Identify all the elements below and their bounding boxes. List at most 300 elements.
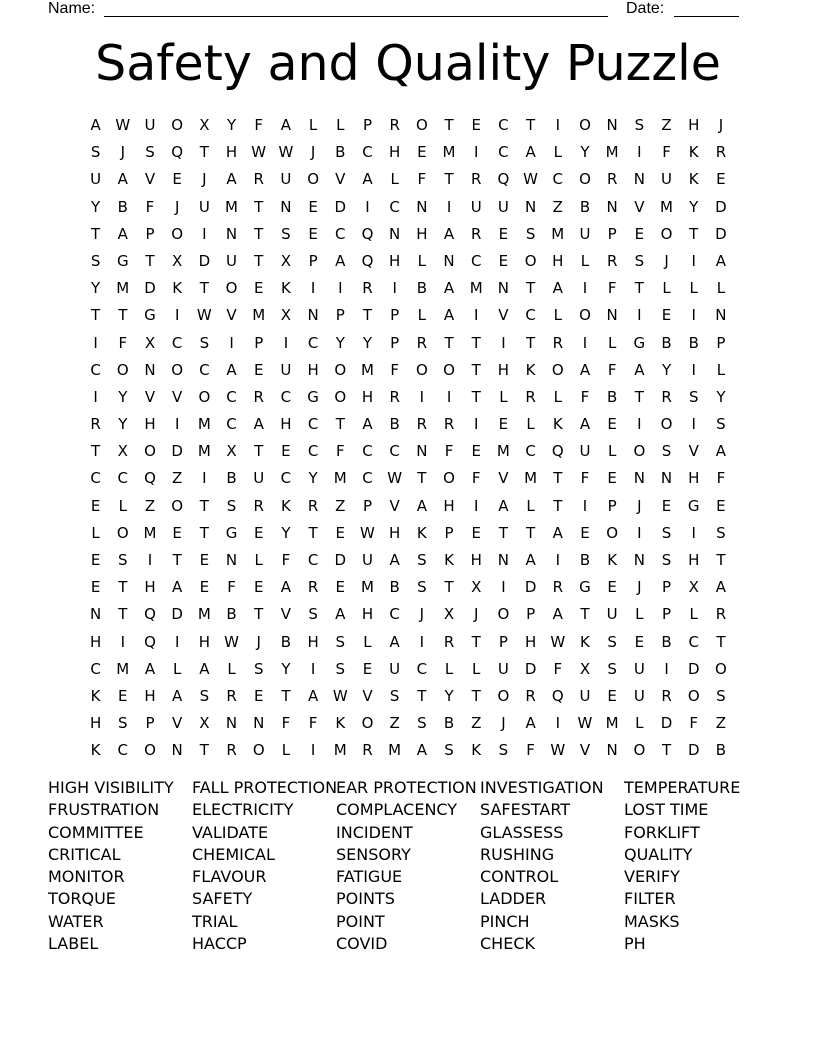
grid-cell: O: [579, 306, 591, 325]
word-row: [48, 822, 768, 844]
grid-cell: Z: [552, 197, 563, 216]
grid-cell: D: [660, 714, 673, 733]
grid-cell: K: [90, 741, 101, 760]
grid-row: [82, 656, 735, 683]
grid-cell: O: [579, 170, 591, 189]
grid-cell: A: [416, 496, 427, 515]
grid-cell: M: [225, 197, 238, 216]
grid-cell: I: [664, 659, 669, 678]
grid-cell: C: [335, 224, 346, 243]
grid-cell: J: [256, 632, 261, 651]
grid-cell: H: [524, 632, 537, 651]
grid-cell: N: [633, 551, 645, 569]
grid-cell: Z: [715, 714, 727, 733]
grid-cell: P: [362, 116, 372, 134]
grid-cell: T: [199, 143, 209, 162]
grid-cell: L: [607, 333, 617, 352]
grid-cell: I: [637, 415, 642, 434]
grid-cell: F: [390, 360, 399, 379]
grid-cell: N: [171, 741, 183, 760]
grid-cell: I: [202, 469, 207, 488]
grid-cell: Q: [551, 686, 564, 705]
grid-cell: D: [715, 197, 727, 216]
grid-cell: R: [715, 605, 727, 624]
grid-cell: L: [308, 116, 318, 134]
word-row: [48, 888, 768, 910]
grid-cell: J: [637, 496, 642, 515]
grid-cell: S: [389, 686, 400, 705]
grid-cell: T: [471, 387, 481, 406]
word-item: CRITICAL: [48, 844, 121, 864]
grid-cell: A: [525, 714, 536, 733]
grid-cell: B: [661, 632, 672, 651]
grid-cell: C: [688, 632, 699, 651]
grid-cell: O: [171, 224, 184, 243]
grid-cell: S: [716, 686, 726, 705]
grid-cell: E: [172, 523, 182, 542]
grid-cell: L: [281, 741, 291, 760]
grid-cell: A: [172, 578, 183, 597]
grid-cell: T: [199, 279, 209, 298]
grid-cell: Z: [144, 496, 156, 515]
grid-cell: K: [335, 714, 346, 733]
word-item: FORKLIFT: [624, 822, 700, 842]
grid-cell: C: [171, 333, 183, 352]
grid-cell: V: [280, 605, 292, 624]
grid-cell: R: [715, 143, 727, 162]
grid-cell: D: [144, 279, 156, 298]
grid-cell: W: [196, 306, 212, 325]
grid-cell: H: [307, 360, 319, 379]
grid-cell: Y: [91, 279, 101, 298]
word-item: POINT: [336, 911, 385, 931]
grid-cell: L: [417, 251, 427, 270]
grid-cell: O: [443, 469, 455, 488]
grid-cell: K: [607, 551, 618, 569]
grid-cell: V: [144, 170, 156, 189]
grid-cell: A: [552, 605, 563, 624]
grid-cell: O: [307, 170, 319, 189]
grid-cell: L: [227, 659, 236, 678]
grid-cell: A: [199, 659, 210, 678]
grid-cell: T: [471, 632, 481, 651]
grid-cell: I: [174, 632, 180, 651]
grid-cell: E: [172, 170, 182, 189]
grid-cell: E: [634, 224, 645, 243]
grid-cell: C: [389, 605, 400, 624]
grid-cell: R: [552, 333, 563, 352]
grid-cell: S: [688, 387, 699, 406]
grid-cell: Y: [716, 387, 726, 406]
grid-cell: Y: [91, 197, 101, 216]
grid-cell: H: [416, 224, 428, 243]
grid-cell: T: [526, 116, 536, 134]
grid-row: [82, 710, 735, 737]
grid-cell: I: [691, 360, 696, 379]
grid-cell: R: [525, 686, 536, 705]
grid-cell: Q: [144, 632, 156, 651]
grid-cell: Q: [361, 251, 374, 270]
grid-cell: Y: [661, 360, 672, 379]
grid-cell: W: [332, 686, 348, 705]
grid-cell: W: [278, 143, 294, 162]
grid-cell: C: [117, 741, 129, 760]
grid-cell: U: [661, 170, 673, 189]
grid-cell: O: [415, 360, 428, 379]
grid-cell: K: [280, 279, 291, 298]
word-item: INCIDENT: [336, 822, 413, 842]
grid-cell: R: [253, 387, 264, 406]
grid-cell: A: [715, 442, 727, 461]
grid-cell: T: [444, 170, 454, 189]
grid-cell: Z: [172, 469, 183, 488]
grid-cell: I: [691, 251, 696, 270]
grid-cell: X: [199, 714, 210, 733]
grid-cell: N: [307, 306, 319, 325]
grid-cell: Z: [471, 714, 482, 733]
grid-cell: N: [389, 224, 401, 243]
grid-cell: P: [254, 333, 264, 352]
grid-cell: X: [280, 306, 292, 325]
grid-cell: R: [443, 632, 455, 651]
grid-row: [82, 547, 735, 574]
grid-cell: N: [633, 469, 645, 488]
grid-row: [82, 384, 735, 411]
grid-cell: L: [580, 251, 590, 270]
grid-cell: P: [390, 306, 400, 325]
grid-cell: F: [607, 279, 617, 298]
grid-cell: C: [117, 469, 129, 488]
grid-cell: A: [525, 143, 536, 162]
grid-cell: B: [389, 415, 400, 434]
grid-cell: M: [660, 197, 673, 216]
grid-cell: H: [688, 551, 700, 569]
grid-cell: T: [118, 578, 128, 597]
letter-grid: [82, 112, 735, 765]
grid-cell: H: [89, 714, 102, 733]
grid-cell: U: [144, 116, 156, 134]
grid-cell: B: [226, 605, 237, 624]
grid-cell: H: [307, 632, 319, 651]
grid-cell: U: [198, 197, 210, 216]
grid-cell: A: [335, 251, 346, 270]
grid-cell: L: [390, 170, 399, 189]
grid-cell: U: [90, 170, 102, 189]
grid-cell: E: [716, 496, 726, 515]
grid-cell: M: [360, 360, 374, 379]
grid-cell: E: [90, 578, 101, 597]
grid-cell: T: [526, 279, 536, 298]
grid-cell: I: [202, 224, 207, 243]
grid-cell: O: [225, 279, 238, 298]
grid-cell: L: [635, 714, 644, 733]
grid-cell: M: [333, 741, 347, 760]
grid-cell: S: [335, 659, 346, 678]
grid-cell: T: [118, 306, 128, 325]
word-item: INVESTIGATION: [480, 778, 604, 797]
grid-cell: F: [471, 469, 481, 488]
name-line: [104, 16, 608, 17]
grid-cell: E: [471, 442, 481, 461]
grid-row: [82, 275, 735, 302]
grid-cell: M: [197, 605, 211, 624]
grid-cell: W: [550, 632, 566, 651]
grid-cell: X: [144, 333, 156, 352]
grid-cell: J: [637, 578, 642, 597]
grid-cell: P: [362, 496, 372, 515]
grid-cell: I: [338, 279, 343, 298]
grid-cell: R: [307, 578, 319, 597]
grid-cell: R: [471, 170, 482, 189]
grid-cell: P: [145, 224, 155, 243]
grid-cell: K: [416, 523, 427, 542]
grid-cell: W: [387, 469, 403, 488]
grid-cell: I: [446, 387, 452, 406]
grid-cell: L: [118, 496, 127, 515]
grid-cell: B: [117, 197, 128, 216]
grid-cell: Y: [362, 333, 373, 352]
grid-cell: M: [551, 224, 565, 243]
grid-cell: L: [716, 360, 726, 379]
word-list: [48, 777, 768, 955]
word-item: SENSORY: [336, 844, 411, 864]
grid-cell: Z: [661, 116, 672, 134]
grid-cell: S: [417, 551, 427, 569]
grid-cell: L: [336, 116, 345, 134]
grid-cell: M: [197, 415, 211, 434]
grid-cell: R: [552, 578, 563, 597]
grid-cell: T: [199, 523, 209, 542]
grid-cell: B: [226, 469, 237, 488]
grid-cell: L: [172, 659, 182, 678]
grid-cell: L: [662, 279, 671, 298]
grid-cell: A: [253, 415, 264, 434]
grid-cell: B: [443, 714, 455, 733]
grid-cell: V: [498, 469, 509, 488]
grid-cell: F: [227, 578, 236, 597]
grid-cell: H: [89, 632, 102, 651]
word-item: QUALITY: [624, 844, 693, 864]
grid-cell: C: [280, 469, 292, 488]
grid-cell: X: [471, 578, 482, 597]
grid-cell: R: [226, 686, 237, 705]
grid-cell: E: [607, 415, 617, 434]
grid-cell: X: [199, 116, 210, 134]
grid-cell: G: [116, 251, 129, 270]
grid-cell: M: [360, 578, 374, 597]
grid-cell: A: [90, 116, 101, 134]
grid-cell: L: [526, 415, 535, 434]
grid-cell: H: [688, 116, 700, 134]
grid-cell: Y: [281, 523, 291, 542]
grid-cell: K: [552, 415, 563, 434]
grid-cell: O: [415, 116, 428, 134]
grid-cell: F: [444, 442, 454, 461]
grid-cell: Y: [444, 686, 454, 705]
grid-cell: O: [633, 741, 646, 760]
grid-cell: U: [280, 170, 292, 189]
grid-cell: W: [550, 741, 566, 760]
grid-cell: S: [444, 741, 454, 760]
grid-cell: R: [362, 741, 373, 760]
grid-cell: L: [607, 442, 617, 461]
word-item: HACCP: [192, 934, 247, 954]
grid-cell: E: [335, 578, 346, 597]
grid-cell: S: [335, 632, 346, 651]
grid-cell: J: [501, 714, 506, 733]
grid-cell: S: [634, 116, 645, 134]
grid-cell: N: [89, 605, 102, 624]
grid-cell: K: [580, 632, 590, 651]
grid-cell: B: [579, 551, 591, 569]
grid-cell: E: [90, 496, 101, 515]
grid-cell: V: [498, 306, 509, 325]
grid-cell: O: [443, 360, 455, 379]
grid-cell: C: [389, 197, 400, 216]
grid-cell: E: [253, 279, 264, 298]
grid-cell: I: [474, 415, 479, 434]
grid-cell: I: [474, 306, 479, 325]
grid-cell: F: [689, 714, 699, 733]
grid-cell: E: [661, 496, 672, 515]
grid-cell: L: [689, 605, 698, 624]
grid-cell: I: [93, 333, 98, 352]
grid-cell: C: [90, 360, 101, 379]
grid-cell: O: [579, 116, 591, 134]
grid-cell: W: [115, 116, 131, 134]
grid-cell: S: [607, 632, 617, 651]
grid-cell: J: [474, 605, 479, 624]
grid-cell: O: [334, 387, 347, 406]
word-item: PINCH: [480, 911, 530, 931]
grid-cell: O: [633, 442, 646, 461]
grid-cell: U: [361, 551, 373, 569]
grid-cell: R: [253, 170, 264, 189]
grid-cell: N: [606, 741, 618, 760]
grid-cell: Z: [389, 714, 400, 733]
word-item: FALL PROTECTION: [192, 778, 338, 797]
grid-cell: M: [524, 469, 538, 488]
grid-cell: Y: [580, 143, 590, 162]
grid-cell: W: [224, 632, 239, 651]
grid-cell: Q: [144, 605, 156, 624]
name-label: Name:: [48, 0, 96, 17]
grid-cell: T: [199, 496, 209, 515]
grid-cell: Y: [118, 387, 128, 406]
grid-cell: R: [525, 387, 536, 406]
grid-cell: H: [144, 415, 156, 434]
grid-cell: W: [360, 523, 375, 542]
grid-cell: C: [389, 442, 400, 461]
grid-cell: C: [307, 415, 319, 434]
grid-cell: E: [335, 523, 346, 542]
grid-cell: U: [579, 224, 591, 243]
word-item: MASKS: [624, 911, 680, 931]
grid-cell: T: [118, 605, 128, 624]
grid-cell: S: [607, 659, 617, 678]
grid-cell: F: [281, 551, 291, 569]
grid-row: [82, 194, 735, 221]
grid-cell: K: [90, 686, 101, 705]
grid-cell: E: [498, 251, 509, 270]
word-row: [48, 933, 768, 955]
grid-cell: R: [307, 496, 319, 515]
grid-cell: F: [553, 659, 563, 678]
grid-cell: N: [497, 551, 510, 569]
grid-cell: A: [389, 632, 400, 651]
grid-cell: X: [280, 251, 292, 270]
grid-cell: A: [362, 415, 373, 434]
grid-cell: J: [664, 251, 669, 270]
word-item: COVID: [336, 934, 388, 954]
grid-row: [82, 629, 735, 656]
grid-cell: C: [552, 170, 564, 189]
grid-cell: F: [716, 469, 726, 488]
word-item: FILTER: [624, 889, 676, 909]
grid-cell: M: [469, 279, 483, 298]
grid-cell: U: [633, 686, 645, 705]
grid-cell: H: [361, 387, 374, 406]
grid-cell: V: [144, 387, 156, 406]
grid-cell: I: [419, 387, 425, 406]
grid-cell: N: [524, 197, 537, 216]
grid-cell: A: [226, 170, 237, 189]
word-row: [48, 844, 768, 866]
grid-cell: C: [226, 415, 237, 434]
grid-cell: E: [362, 659, 373, 678]
grid-cell: F: [662, 143, 671, 162]
grid-cell: R: [661, 387, 672, 406]
grid-cell: I: [229, 333, 234, 352]
grid-cell: T: [335, 415, 345, 434]
grid-cell: E: [634, 632, 645, 651]
grid-cell: V: [389, 496, 400, 515]
word-item: FLAVOUR: [192, 867, 267, 887]
grid-cell: C: [498, 143, 509, 162]
grid-cell: H: [144, 578, 156, 597]
grid-cell: Q: [144, 469, 156, 488]
grid-cell: H: [688, 469, 700, 488]
grid-cell: I: [310, 741, 316, 760]
grid-cell: N: [633, 170, 645, 189]
grid-cell: K: [688, 170, 699, 189]
grid-cell: S: [661, 551, 672, 569]
word-row: [48, 911, 768, 933]
grid-cell: R: [416, 415, 428, 434]
grid-cell: M: [143, 523, 157, 542]
grid-cell: B: [715, 741, 727, 760]
grid-cell: F: [145, 197, 155, 216]
grid-cell: Q: [551, 442, 564, 461]
word-item: WATER: [48, 911, 104, 931]
grid-cell: A: [362, 170, 373, 189]
grid-cell: T: [526, 523, 536, 542]
grid-cell: L: [91, 523, 100, 542]
grid-cell: K: [525, 360, 536, 379]
grid-cell: N: [253, 714, 265, 733]
word-item: VALIDATE: [192, 822, 269, 842]
grid-cell: C: [307, 551, 319, 569]
grid-cell: D: [715, 224, 727, 243]
grid-cell: B: [389, 578, 400, 597]
grid-cell: I: [501, 333, 506, 352]
grid-cell: M: [605, 143, 619, 162]
grid-cell: G: [307, 387, 319, 406]
grid-cell: G: [225, 523, 238, 542]
grid-cell: F: [526, 741, 535, 760]
grid-row: [82, 221, 735, 248]
grid-cell: K: [471, 741, 482, 760]
